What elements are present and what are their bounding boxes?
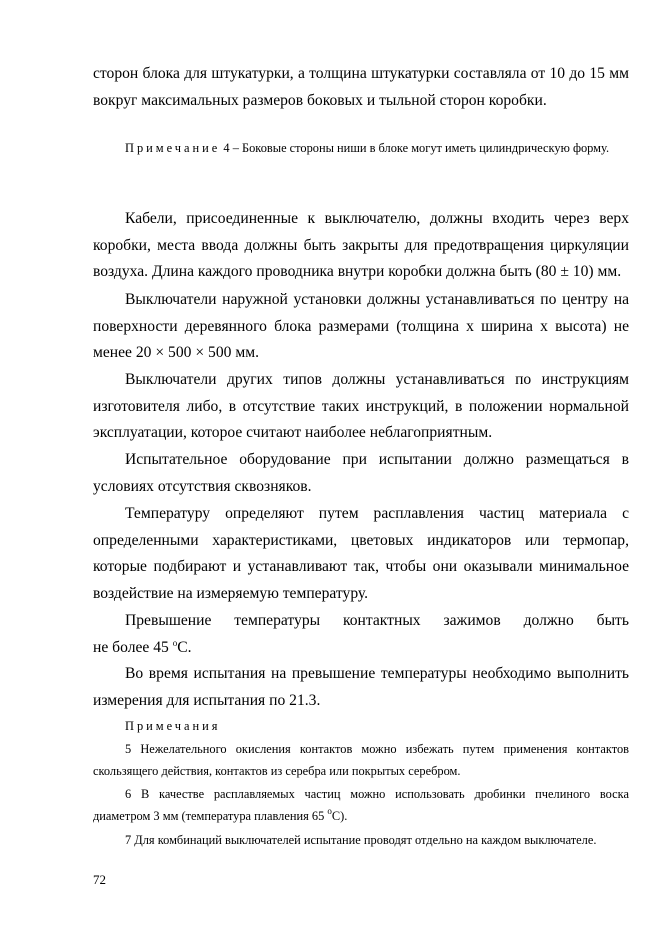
note-5: 5 Нежелательного окисления контактов можно избежать путем применения контактов скользящего действия, контактов из серебра или покрытых серебром. — [93, 742, 629, 778]
note-6-degree-sign: o — [327, 806, 332, 816]
paragraph-temperature-rise — [93, 608, 629, 661]
note-4-text: 4 – Боковые стороны ниши в блоке могут иметь цилиндрическую форму. — [220, 141, 610, 155]
note-4-label: Примечание — [125, 141, 221, 155]
paragraph-other-switches: Выключатели других типов должны устанавливаться по инструкциям изготовителя либо, в отсутствие таких инструкций, в положении нормальной эксплуатации, которое считают наиболее неблагоприятным. — [93, 371, 629, 442]
paragraph-plaster: сторон блока для штукатурки, а толщина штукатурки составляла от 10 до 15 мм вокруг максимальных размеров боковых и тыльной сторон коробки. — [93, 65, 629, 109]
note-4 — [93, 137, 629, 159]
note-6 — [93, 783, 629, 827]
page-number: 72 — [93, 872, 106, 887]
paragraph-during-test: Во время испытания на превышение температуры необходимо выполнить измерения для испытания по 21.3. — [93, 665, 629, 709]
note-7: 7 Для комбинаций выключателей испытание проводят отдельно на каждом выключателе. — [125, 833, 597, 847]
paragraph-cables: Кабели, присоединенные к выключателю, должны входить через верх коробки, места ввода должны быть закрыты для предотвращения циркуляции воздуха. Длина каждого проводника внутри коробки должна быть (80 ± 10) мм. — [93, 210, 629, 281]
note-6-text: 6 В качестве расплавляемых частиц можно использовать дробинки пчелиного воска диаметром 3 мм (температура плавления 65 — [93, 787, 629, 823]
temperature-rise-unit: С. — [177, 638, 192, 656]
notes-heading: Примечания — [125, 719, 221, 733]
paragraph-outdoor-switches: Выключатели наружной установки должны устанавливаться по центру на поверхности деревянного блока размерами (толщина х ширина х высота) не менее 20 × 500 × 500 мм. — [93, 291, 629, 362]
paragraph-temperature: Температуру определяют путем расплавления частиц материала с определенными характеристиками, цветовых индикаторов или термопар, которые подбирают и устанавливают так, чтобы они оказывали минимальное воздействие на измеряемую температуру. — [93, 505, 629, 602]
temperature-rise-value: не более 45 — [93, 638, 173, 656]
temperature-rise-line-1: Превышение температуры контактных зажимов должно быть — [125, 612, 629, 629]
note-6-unit: С). — [331, 809, 348, 823]
temperature-rise-line-2 — [93, 635, 629, 662]
paragraph-test-equipment: Испытательное оборудование при испытании должно размещаться в условиях отсутствия сквозняков. — [93, 451, 629, 495]
degree-sign: o — [172, 637, 178, 648]
